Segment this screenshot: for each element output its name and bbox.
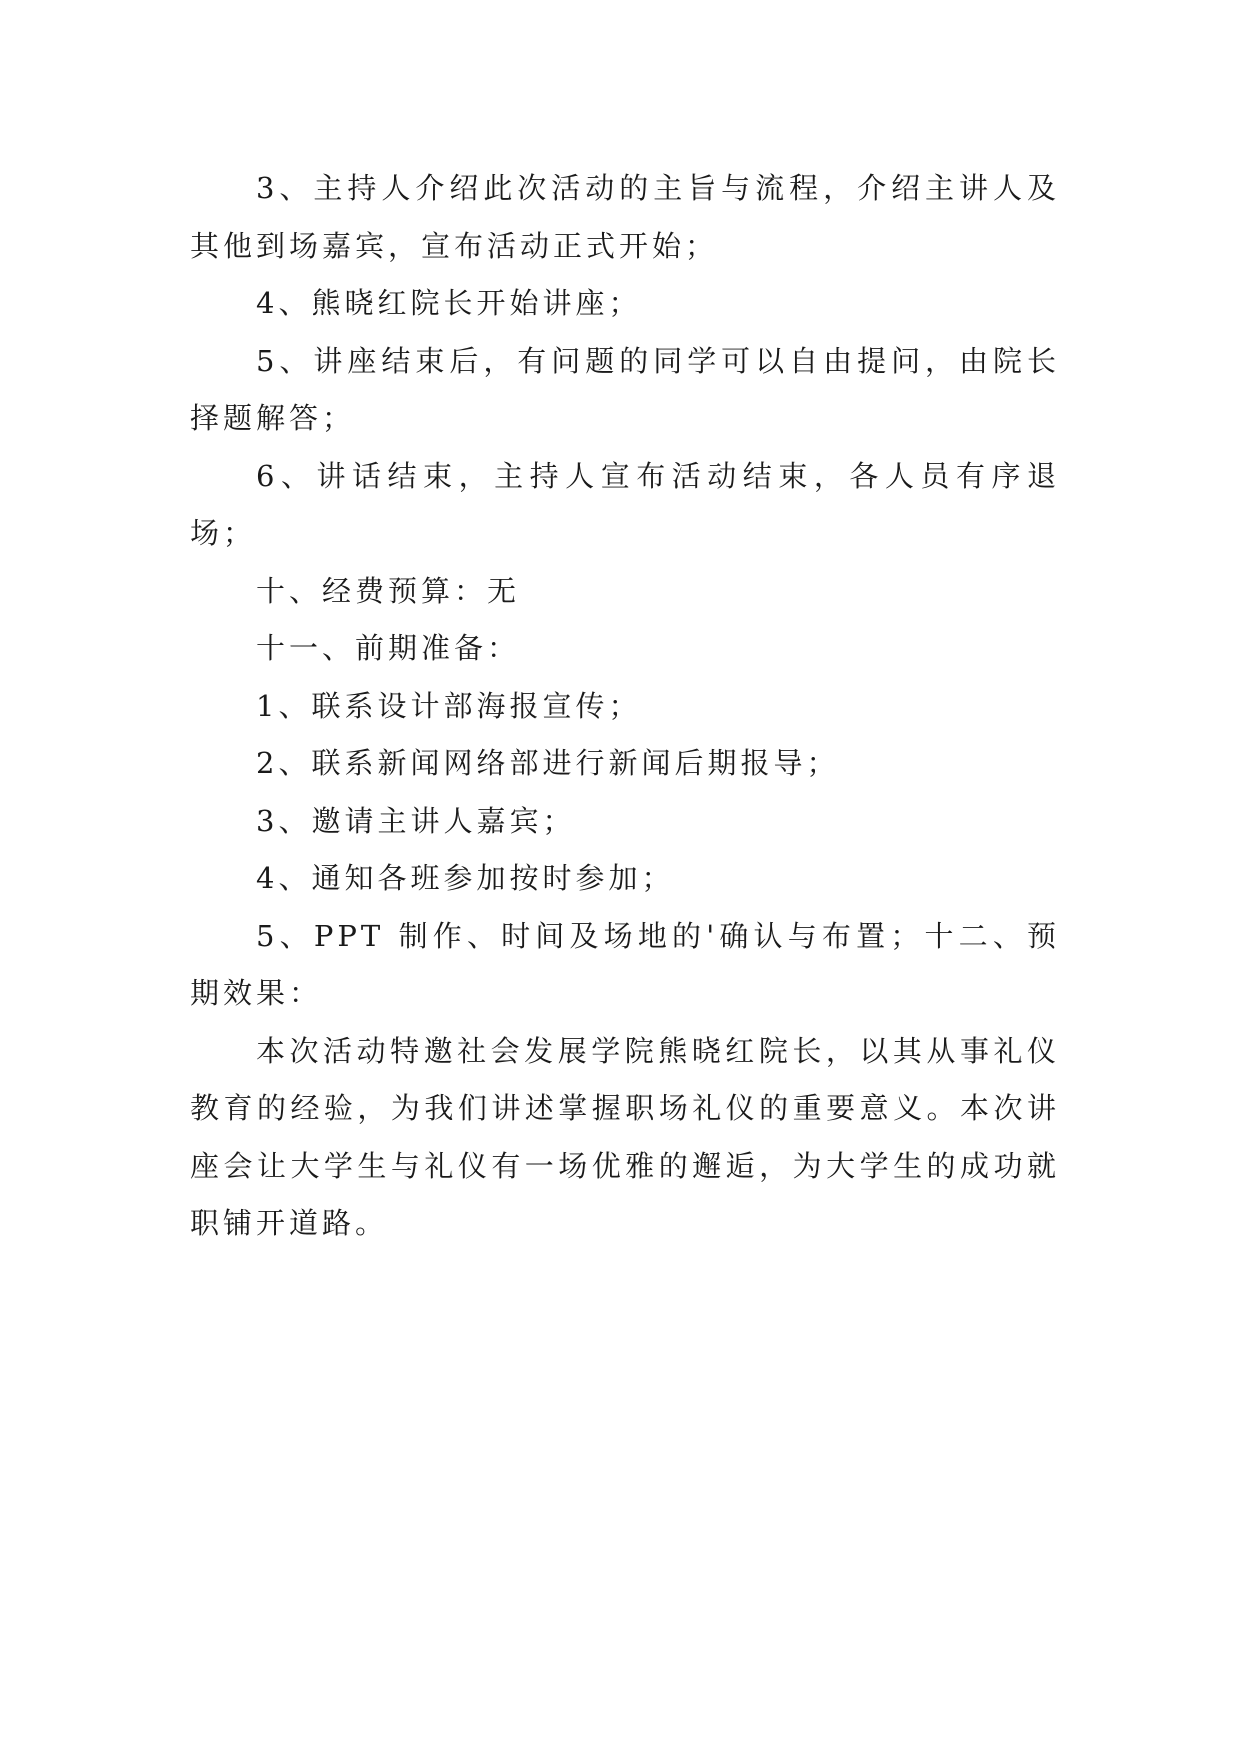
paragraph-prep-4: 4、通知各班参加按时参加； bbox=[256, 861, 675, 895]
paragraph-prep-2: 2、联系新闻网络部进行新闻后期报导； bbox=[256, 746, 840, 780]
document-body bbox=[190, 160, 1060, 1253]
section-budget: 十、经费预算：无 bbox=[256, 573, 521, 608]
paragraph-agenda-5: 5、讲座结束后，有问题的同学可以自由提问，由院长择题解答； bbox=[190, 343, 1060, 435]
paragraph-agenda-6: 6、讲话结束，主持人宣布活动结束，各人员有序退场； bbox=[190, 458, 1060, 550]
paragraph-prep-3: 3、邀请主讲人嘉宾； bbox=[256, 803, 576, 838]
section-preparation: 十一、前期准备： bbox=[256, 631, 521, 665]
paragraph-prep-5: 5、PPT 制作、时间及场地的'确认与布置；十二、预期效果： bbox=[190, 918, 1060, 1010]
paragraph-expected-effect: 本次活动特邀社会发展学院熊晓红院长，以其从事礼仪教育的经验，为我们讲述掌握职场礼仪的重要意义。本次讲座会让大学生与礼仪有一场优雅的邂逅，为大学生的成功就职铺开道路。 bbox=[190, 1033, 1060, 1240]
paragraph-agenda-4: 4、熊晓红院长开始讲座； bbox=[256, 286, 642, 320]
paragraph-prep-1: 1、联系设计部海报宣传； bbox=[256, 688, 642, 723]
paragraph-agenda-3: 3、主持人介绍此次活动的主旨与流程，介绍主讲人及其他到场嘉宾，宣布活动正式开始； bbox=[190, 171, 1060, 263]
